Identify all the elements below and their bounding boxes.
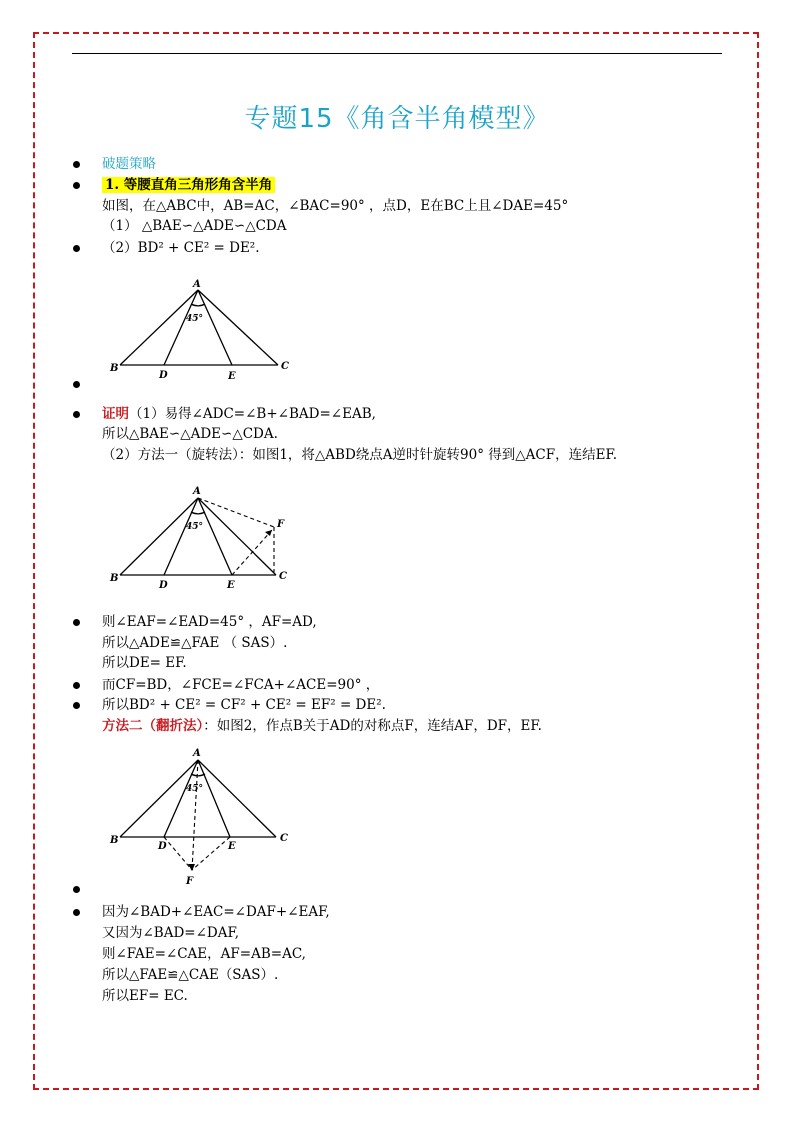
figure-base-triangle: [100, 275, 300, 385]
label-c: C: [281, 361, 289, 372]
proof-line-4: 所以△ADE≌△FAE （ SAS）.: [102, 635, 288, 651]
arrow-head: [188, 864, 195, 871]
label-a: A: [193, 748, 201, 759]
bullet: [73, 381, 80, 388]
proof-line-12: 所以EF= EC.: [102, 988, 188, 1004]
figure-fold: [100, 745, 300, 890]
label-b: B: [110, 363, 119, 374]
label-e: E: [228, 371, 236, 382]
label-f: F: [277, 519, 285, 530]
label-a: A: [193, 279, 201, 290]
label-e: E: [228, 841, 236, 852]
label-a: A: [193, 486, 201, 497]
method-2-label: 方法二（翻折法）: [102, 718, 204, 734]
method-2-text: 方法二（翻折法）：如图2，作点B关于AD的对称点F，连结AF，DF，EF.: [102, 718, 542, 734]
label-c: C: [279, 571, 287, 582]
proof-line-6: 而CF=BD，∠FCE=∠FCA+∠ACE=90° ，: [102, 677, 380, 693]
proof-line-1: 证明（1）易得∠ADC=∠B+∠BAD=∠EAB,: [102, 406, 376, 422]
page-title: 专题15《角含半角模型》: [244, 104, 550, 134]
section-heading: 破题策略: [102, 156, 156, 172]
angle-label: 45°: [186, 314, 204, 324]
proof-line-3: 则∠EAF=∠EAD=45° ，AF=AD,: [102, 614, 317, 630]
bullet: [73, 161, 80, 168]
label-b: B: [110, 835, 119, 846]
label-d: D: [159, 370, 168, 381]
proof-line-8: 因为∠BAD+∠EAC=∠DAF+∠EAF,: [102, 904, 330, 920]
label-e: E: [227, 580, 235, 591]
method-1-text: （2）方法一（旋转法）：如图1，将△ABD绕点A逆时针旋转90° 得到△ACF，连结EF.: [102, 447, 618, 463]
bullet: [73, 182, 80, 189]
proof-line-7: 所以BD² + CE² = CF² + CE² = EF² = DE².: [102, 697, 386, 713]
bullet: [73, 682, 80, 689]
label-d: D: [158, 841, 167, 852]
proof-line-9: 又因为∠BAD=∠DAF,: [102, 925, 240, 941]
proof-line-5: 所以DE= EF.: [102, 655, 187, 671]
proof-line-10: 则∠FAE=∠CAE，AF=AB=AC,: [102, 946, 306, 962]
label-b: B: [110, 573, 119, 584]
bullet: [73, 619, 80, 626]
problem-statement: 如图，在△ABC中，AB=AC，∠BAC=90° ，点D，E在BC上且∠DAE=45°: [102, 198, 569, 214]
angle-label: 45°: [186, 522, 204, 532]
bullet: [73, 702, 80, 709]
angle-label: 45°: [186, 784, 204, 794]
header-rule: [72, 53, 722, 54]
conclusion-2: （2）BD² + CE² = DE².: [102, 240, 260, 256]
label-c: C: [280, 833, 288, 844]
bullet: [73, 909, 80, 916]
proof-line-2: 所以△BAE∽△ADE∽△CDA.: [102, 426, 278, 442]
proof-line-11: 所以△FAE≌△CAE（SAS）.: [102, 967, 279, 983]
label-f: F: [186, 876, 194, 887]
bullet: [73, 411, 80, 418]
figure-rotation: [100, 483, 300, 593]
arrow-head: [265, 530, 272, 536]
bullet: [73, 886, 80, 893]
topic-heading: 1. 等腰直角三角形角含半角: [102, 177, 275, 193]
bullet: [73, 245, 80, 252]
label-d: D: [159, 580, 168, 591]
proof-label: 证明: [102, 406, 129, 422]
conclusion-1: （1） △BAE∽△ADE∽△CDA: [102, 218, 287, 234]
